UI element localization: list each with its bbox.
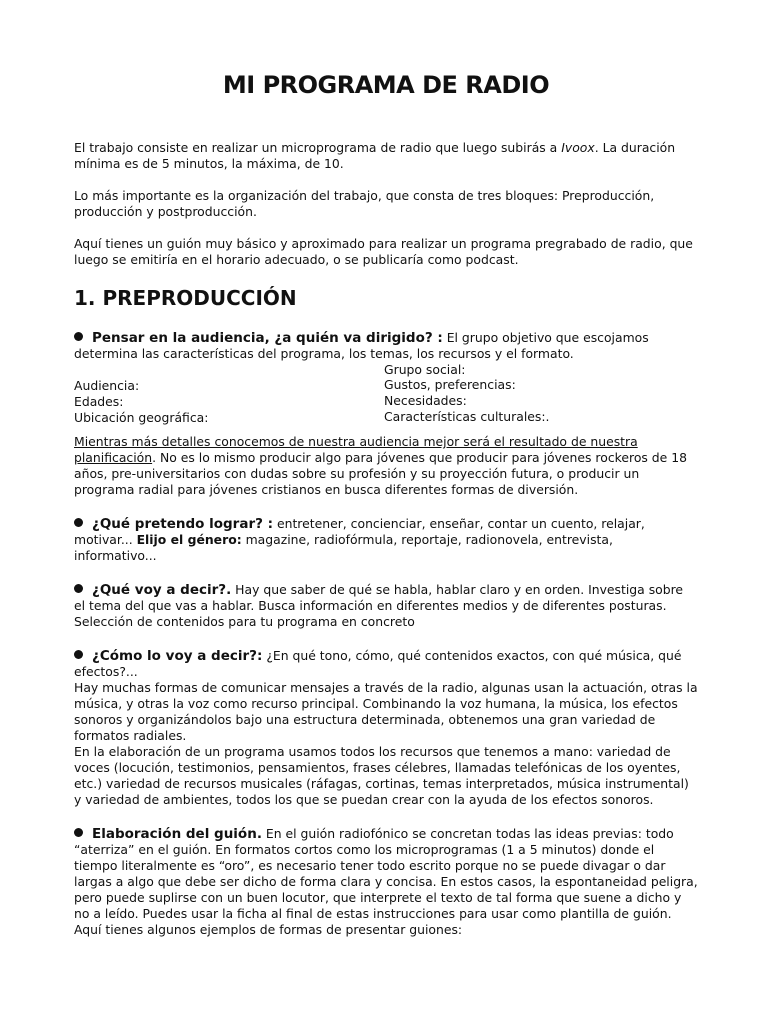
how-paragraph-2: Hay muchas formas de comunicar mensajes a través de la radio, algunas usan la actuación, otras la música, y otras la voz como recurso principal. Combinando la voz humana, la música, los efectos sonoros y organizándolos bajo una estructura determinada, obtenemos una gran variedad de formatos radiales.	[74, 680, 698, 743]
document-page	[74, 70, 698, 938]
bullet-icon	[74, 650, 83, 659]
goal-paragraph: ¿Qué pretendo lograr? : entretener, concienciar, enseñar, contar un cuento, relajar, motivar... Elijo el género: magazine, radiofórmula, reportaje, radionovela, entrevista, informativo...	[74, 516, 645, 563]
script-paragraph: Elaboración del guión. En el guión radiofónico se concretan todas las ideas previas: todo “aterriza” en el guión. En formatos cortos como los microprogramas (1 a 5 minutos) donde el tiempo literalmente es “oro”, es necesario tener todo escrito porque no se puede divagar o dar largas a algo que debe ser dicho de forma clara y concisa. En estos casos, la espontaneidad peligra, pero puede suplirse con un buen locutor, que interprete el texto de tal forma que suene a dicho y no a leído. Puedes usar la ficha al final de estas instrucciones para usar como plantilla de guión. Aquí tienes algunos ejemplos de formas de presentar guiones:	[74, 826, 698, 937]
audience-detail-paragraph: Mientras más detalles conocemos de nuestra audiencia mejor será el resultado de nuestra planificación. No es lo mismo producir algo para jóvenes que producir para jóvenes rockeros de 18 años, pre-universitarios con dudas sobre su profesión y su proyección futura, o producir un programa radial para jóvenes cristianos en busca diferentes formas de diversión.	[74, 434, 687, 497]
field-caracteristicas: Características culturales:.	[384, 409, 550, 424]
how-paragraph: ¿Cómo lo voy a decir?: ¿En qué tono, cómo, qué contenidos exactos, con qué música, qué efectos?...	[74, 648, 682, 679]
how-paragraph-3: En la elaboración de un programa usamos todos los recursos que tenemos a mano: variedad de voces (locución, testimonios, pensamientos, frases célebres, llamadas telefónicas de los oyentes, etc.) variedad de recursos musicales (ráfagas, cortinas, temas interpretados, música instrumental) y variedad de ambientes, todos los que se puedan crear con la ayuda de los efectos sonoros.	[74, 744, 689, 807]
field-ubicacion: Ubicación geográfica:	[74, 410, 209, 425]
intro-paragraph-1: El trabajo consiste en realizar un microprograma de radio que luego subirás a Ivoox. La duración mínima es de 5 minutos, la máxima, de 10.	[74, 140, 676, 171]
bullet-icon	[74, 584, 83, 593]
intro-paragraph-3: Aquí tienes un guión muy básico y aproximado para realizar un programa pregrabado de radio, que luego se emitiría en el horario adecuado, o se publicaría como podcast.	[74, 236, 693, 267]
field-audiencia: Audiencia:	[74, 378, 140, 393]
document-title: MI PROGRAMA DE RADIO	[222, 71, 550, 99]
section-heading-preproduccion: 1. PREPRODUCCIÓN	[74, 286, 297, 310]
audience-paragraph: Pensar en la audiencia, ¿a quién va dirigido? : El grupo objetivo que escojamos determina las características del programa, los temas, los recursos y el formato.	[74, 330, 649, 361]
bullet-icon	[74, 828, 83, 837]
bullet-icon	[74, 518, 83, 527]
field-edades: Edades:	[74, 394, 124, 409]
audience-fields	[74, 362, 698, 426]
intro-paragraph-2: Lo más importante es la organización del trabajo, que consta de tres bloques: Preproducción, producción y postproducción.	[74, 188, 655, 219]
field-grupo-social: Grupo social:	[384, 362, 466, 377]
say-paragraph: ¿Qué voy a decir?. Hay que saber de qué se habla, hablar claro y en orden. Investiga sobre el tema del que vas a hablar. Busca información en diferentes medios y de diferentes posturas. Selección de contenidos para tu programa en concreto	[74, 582, 684, 629]
field-gustos: Gustos, preferencias:	[384, 377, 516, 392]
bullet-icon	[74, 332, 83, 341]
field-necesidades: Necesidades:	[384, 393, 467, 408]
